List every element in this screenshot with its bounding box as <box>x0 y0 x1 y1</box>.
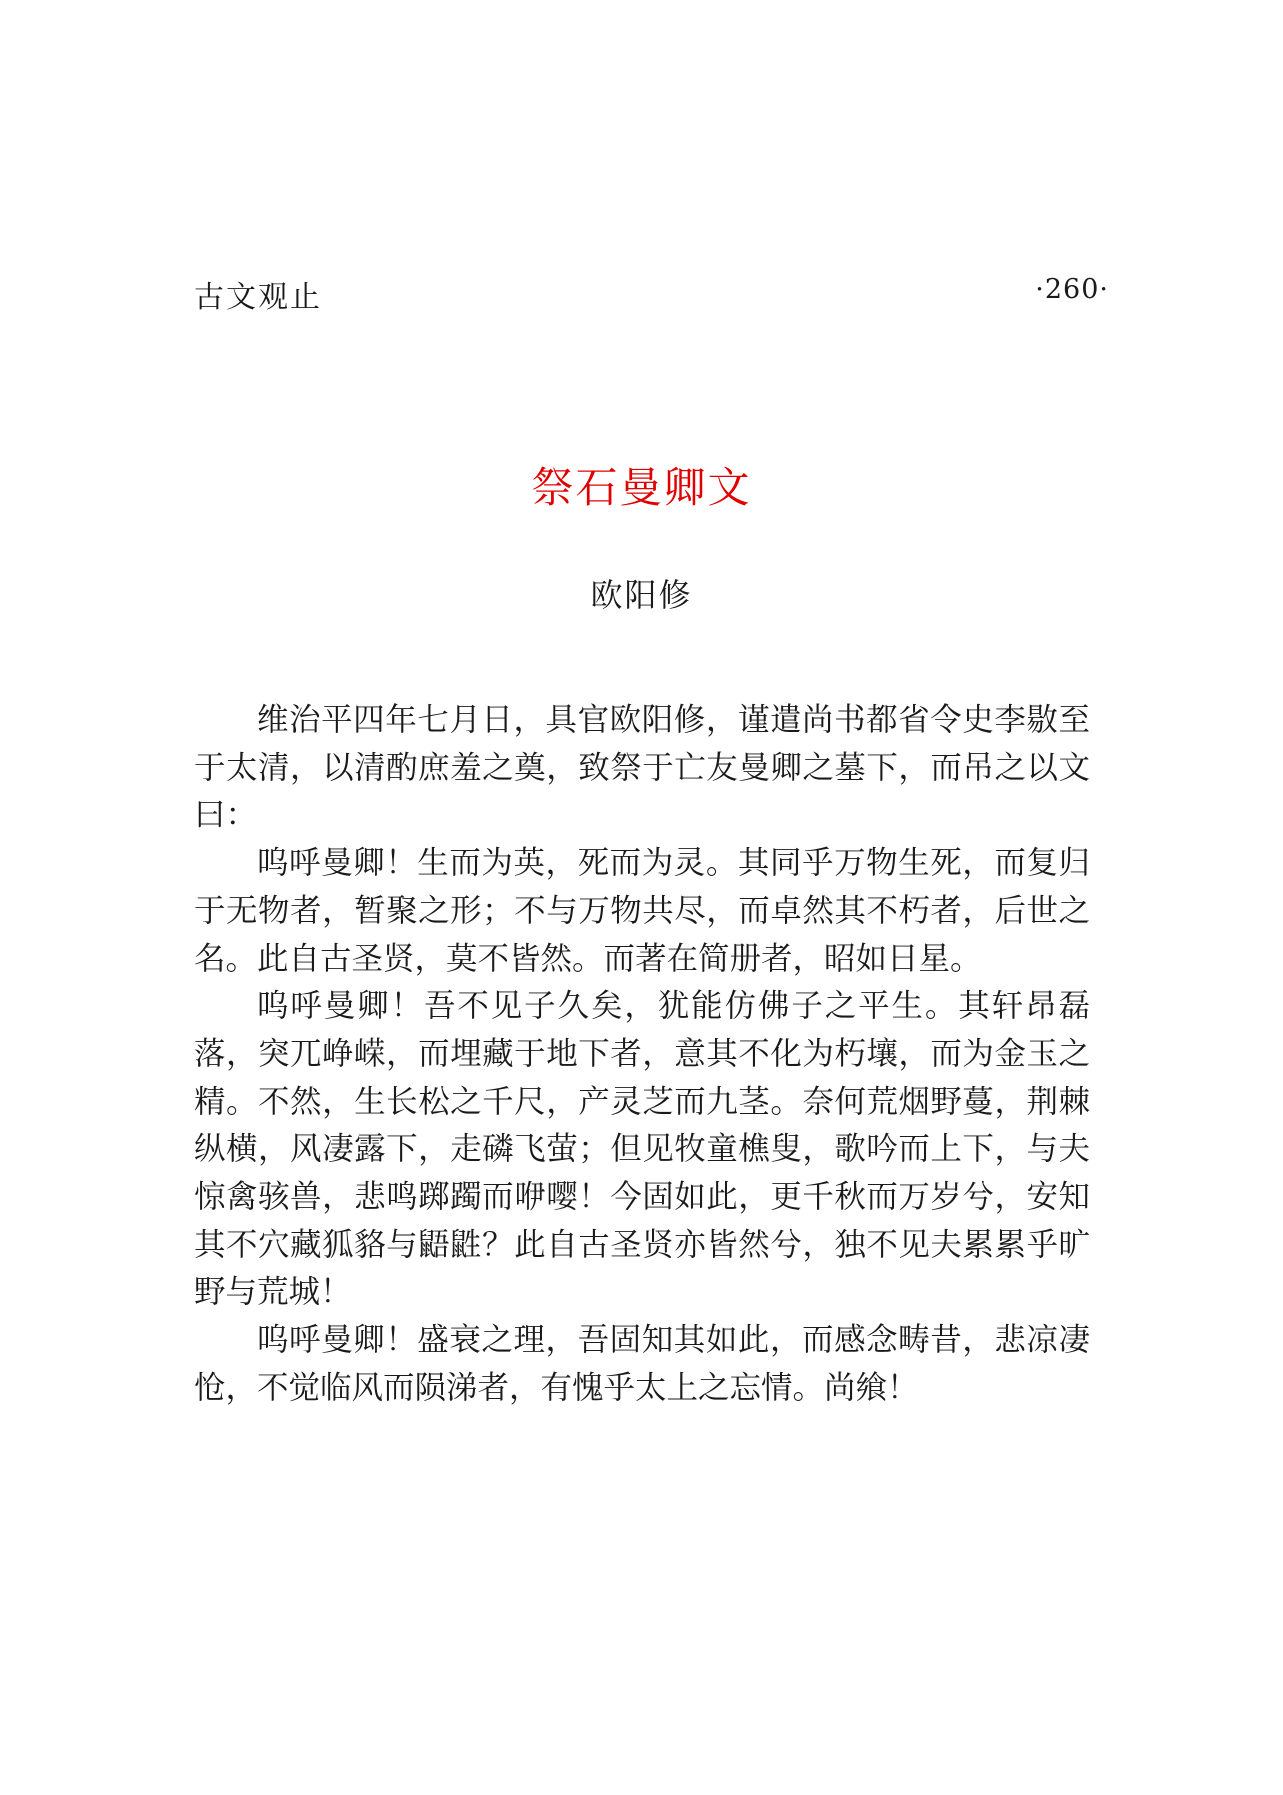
paragraph: 呜呼曼卿！吾不见子久矣，犹能仿佛子之平生。其轩昂磊落，突兀峥嵘，而埋藏于地下者，意其不化为朽壤，而为金玉之精。不然，生长松之千尺，产灵芝而九茎。奈何荒烟野蔓，荆棘纵横，风凄露下，走磷飞萤；但见牧童樵叟，歌吟而上下，与夫惊禽骇兽，悲鸣踯躅而咿嘤！今固如此，更千秋而万岁兮，安知其不穴藏狐貉与鼯鼪？此自古圣贤亦皆然兮，独不见夫累累乎旷野与荒城！ <box>194 988 1090 1311</box>
article-title: 祭石曼卿文 <box>531 463 752 512</box>
article-author: 欧阳修 <box>590 576 693 614</box>
paragraph: 维治平四年七月日，具官欧阳修，谨遣尚书都省令史李敭至于太清，以清酌庶羞之奠，致祭于亡友曼卿之墓下，而吊之以文曰： <box>194 702 1090 834</box>
paragraph: 呜呼曼卿！生而为英，死而为灵。其同乎万物生死，而复归于无物者，暂聚之形；不与万物共尽，而卓然其不朽者，后世之名。此自古圣贤，莫不皆然。而著在简册者，昭如日星。 <box>194 845 1090 977</box>
page-number: ·260· <box>1035 274 1109 305</box>
running-head-book-title: 古文观止 <box>194 280 322 315</box>
article-body <box>194 697 1090 1413</box>
paragraph: 呜呼曼卿！盛衰之理，吾固知其如此，而感念畴昔，悲凉凄怆，不觉临风而陨涕者，有愧乎太上之忘情。尚飨！ <box>194 1322 1090 1406</box>
